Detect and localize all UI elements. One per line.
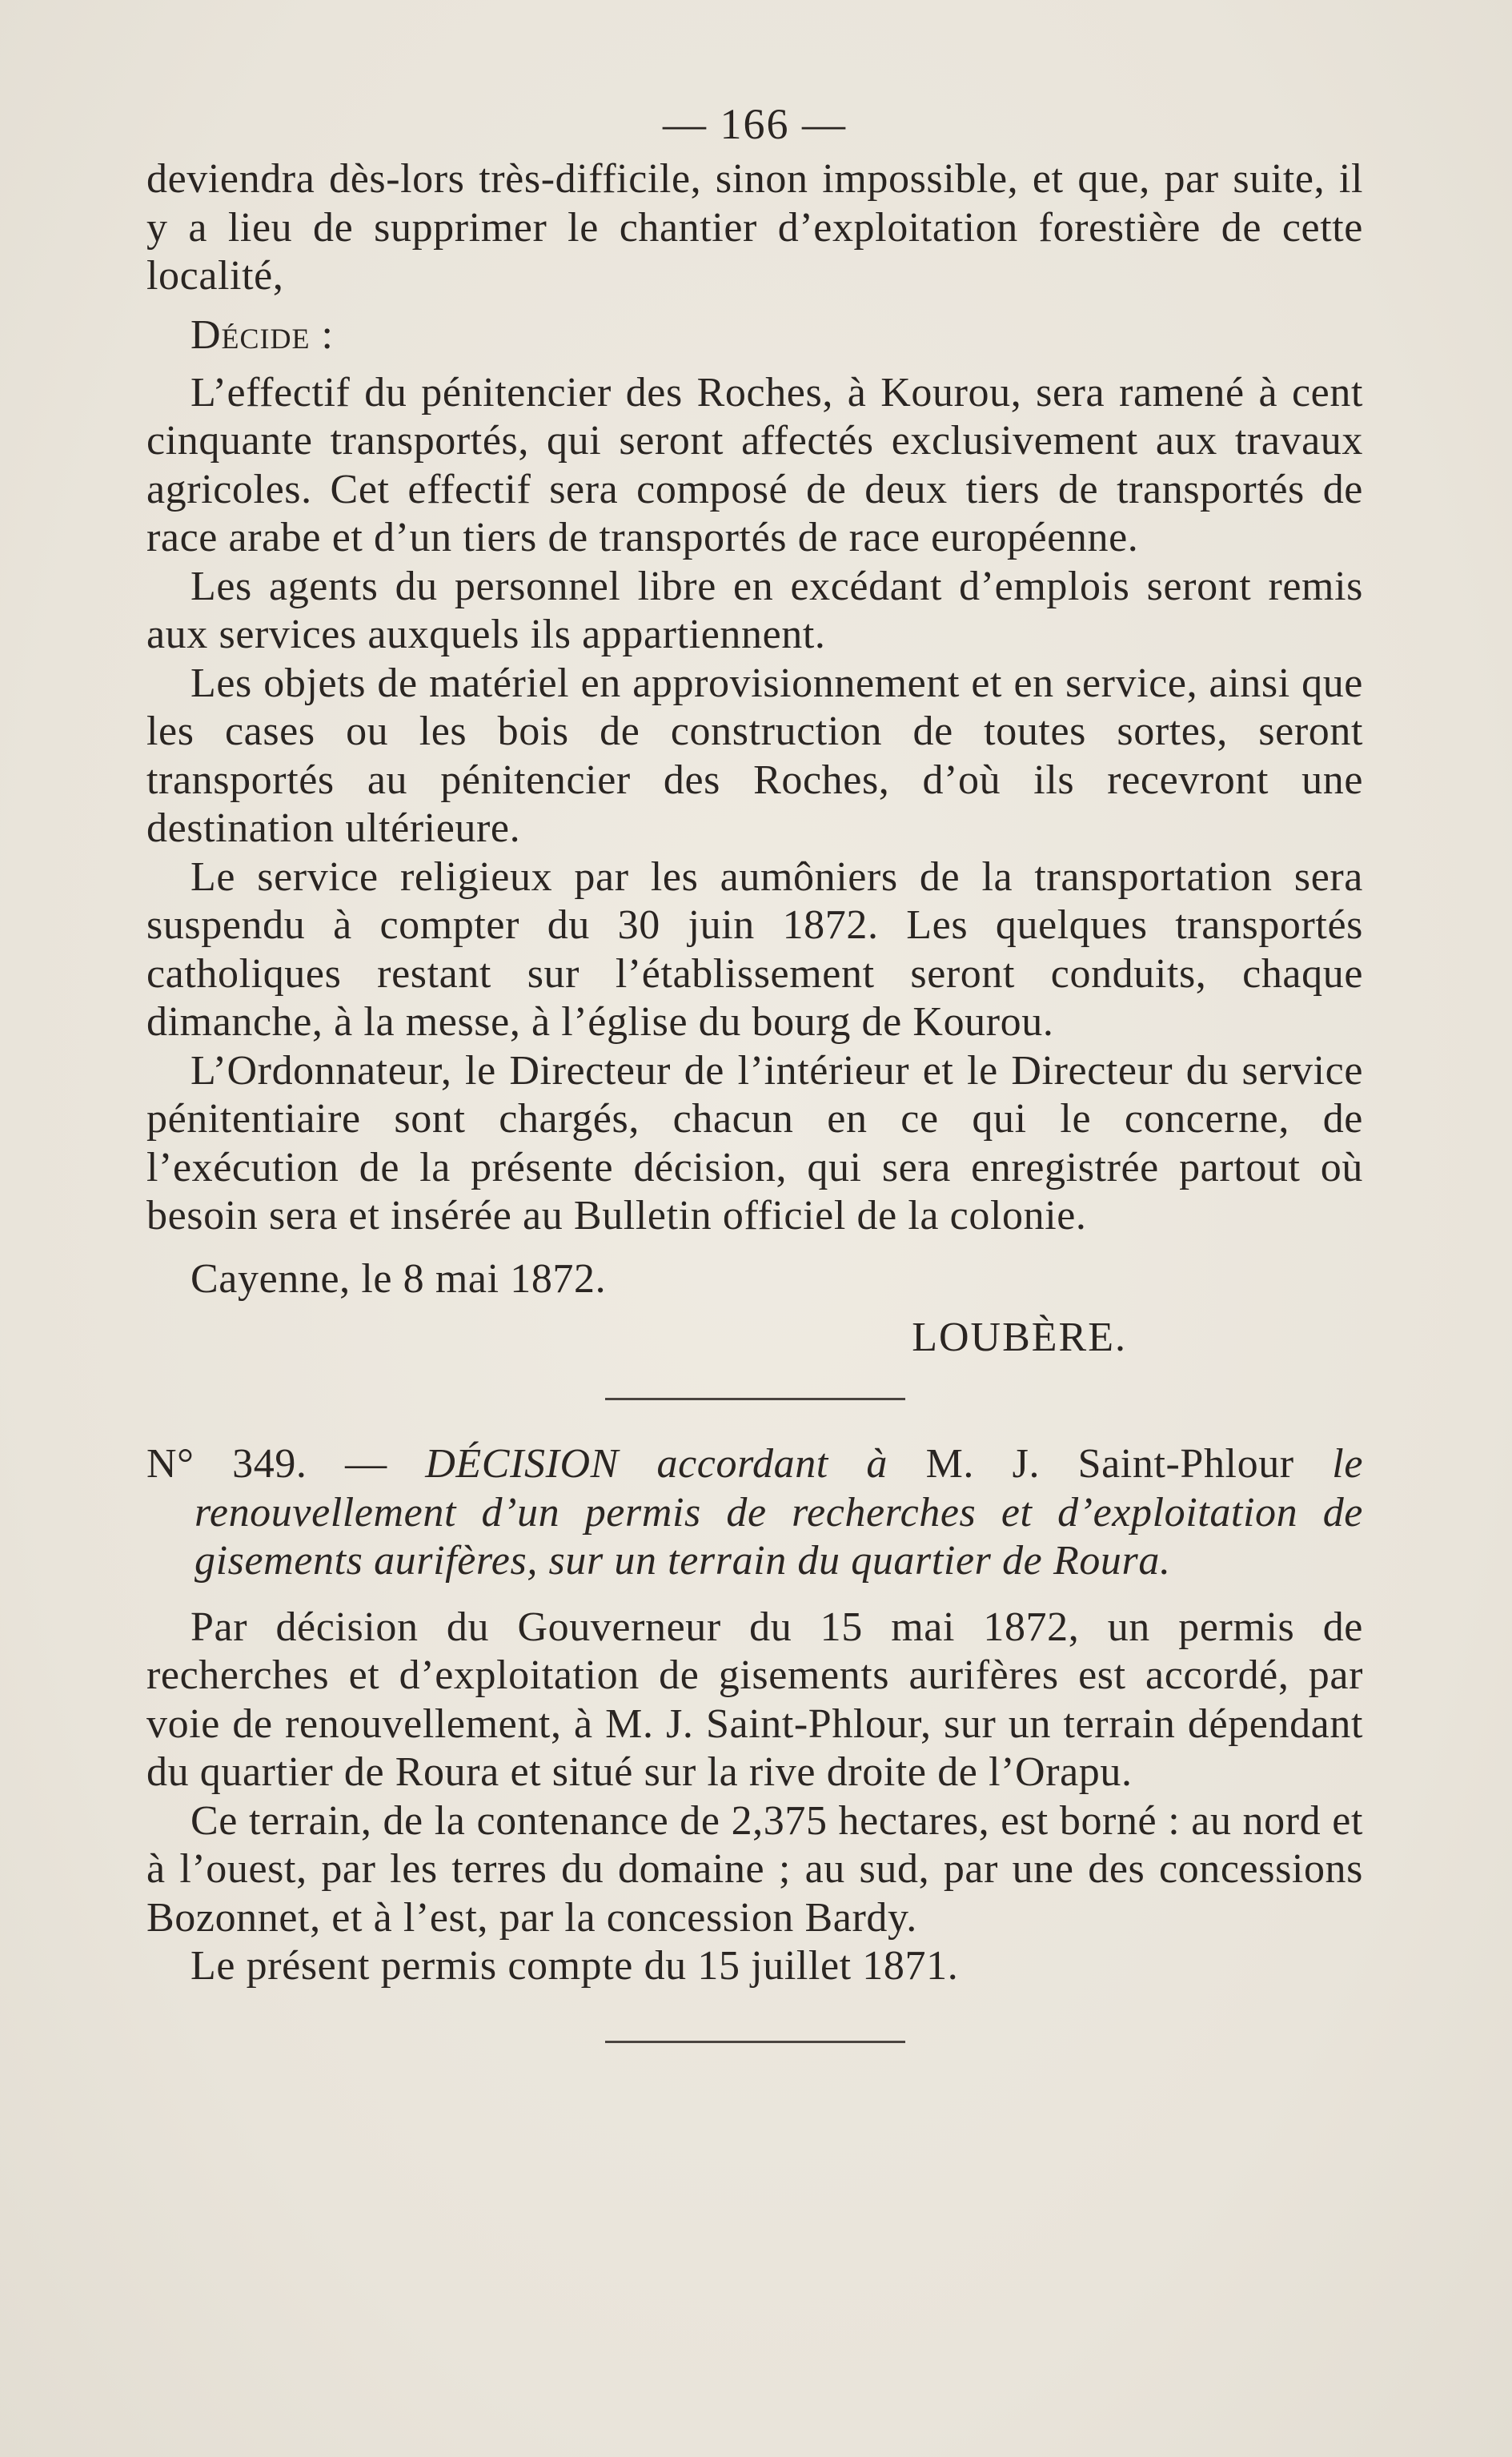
decide-heading: [146, 311, 1363, 359]
article-paragraph: L’Ordonnateur, le Directeur de l’intérieur et le Directeur du service pénitentiaire sont chargés, chacun en ce qui le concerne, de l’exécution de la présente décision, qui sera enregistrée partout où besoin sera et insérée au Bulletin officiel de la colonie.: [146, 1047, 1363, 1239]
decision-paragraph: Ce terrain, de la contenance de 2,375 hectares, est borné : au nord et à l’ouest, par les terres du domaine ; au sud, par une des concessions Bozonnet, et à l’est, par la concession Bardy.: [146, 1797, 1363, 1941]
section-divider: [605, 2041, 905, 2043]
decision-paragraph: Le présent permis compte du 15 juillet 1871.: [191, 1943, 959, 1989]
article-paragraph: L’effectif du pénitencier des Roches, à Kourou, sera ramené à cent cinquante transportés, qui seront affectés exclusivement aux travaux agricoles. Cet effectif sera composé de deux tiers de transportés de race arabe et d’un tiers de transportés de race européenne.: [146, 369, 1363, 560]
date-line: Cayenne, le 8 mai 1872.: [191, 1255, 607, 1302]
article-paragraph: Les objets de matériel en approvisionnement et en service, ainsi que les cases ou les bois de construction de toutes sortes, seront transportés au pénitencier des Roches, d’où ils recevront une destination ultérieure.: [146, 660, 1363, 851]
page-text: [146, 96, 1363, 2043]
article-paragraph: Le service religieux par les aumôniers de la transportation sera suspendu à compter du 30 juin 1872. Les quelques transportés catholiques restant sur l’établissement seront conduits, chaque dimanche, à la messe, à l’église du bourg de Kourou.: [146, 853, 1363, 1045]
decision-paragraph: Par décision du Gouverneur du 15 mai 1872, un permis de recherches et d’exploitation de gisements aurifères est accordé, par voie de renouvellement, à M. J. Saint-Phlour, sur un terrain dépendant du quartier de Roura et situé sur la rive droite de l’Orapu.: [146, 1604, 1363, 1795]
decision-heading: [146, 1440, 1363, 1586]
decision-title-part: le renouvellement d’un permis de recherches et d’exploitation de gisements aurifères, sur un terrain du quartier de Roura.: [195, 1441, 1364, 1584]
signature: LOUBÈRE.: [912, 1315, 1127, 1360]
page-number: — 166 —: [663, 100, 847, 148]
intro-paragraph: deviendra dès-lors très-difficile, sinon impossible, et que, par suite, il y a lieu de supprimer le chantier d’exploitation forestière de cette localité,: [146, 156, 1363, 299]
section-divider: [605, 1398, 905, 1400]
article-paragraph: Les agents du personnel libre en excédant d’emplois seront remis aux services auxquels ils appartiennent.: [146, 563, 1363, 657]
decision-number: N° 349. —: [146, 1441, 387, 1487]
decision-title-part: accordant à: [618, 1441, 926, 1487]
decide-label: Décide :: [191, 311, 334, 358]
decision-title-caps: DÉCISION: [425, 1441, 619, 1487]
decision-person: M. J. Saint-Phlour: [925, 1441, 1294, 1487]
